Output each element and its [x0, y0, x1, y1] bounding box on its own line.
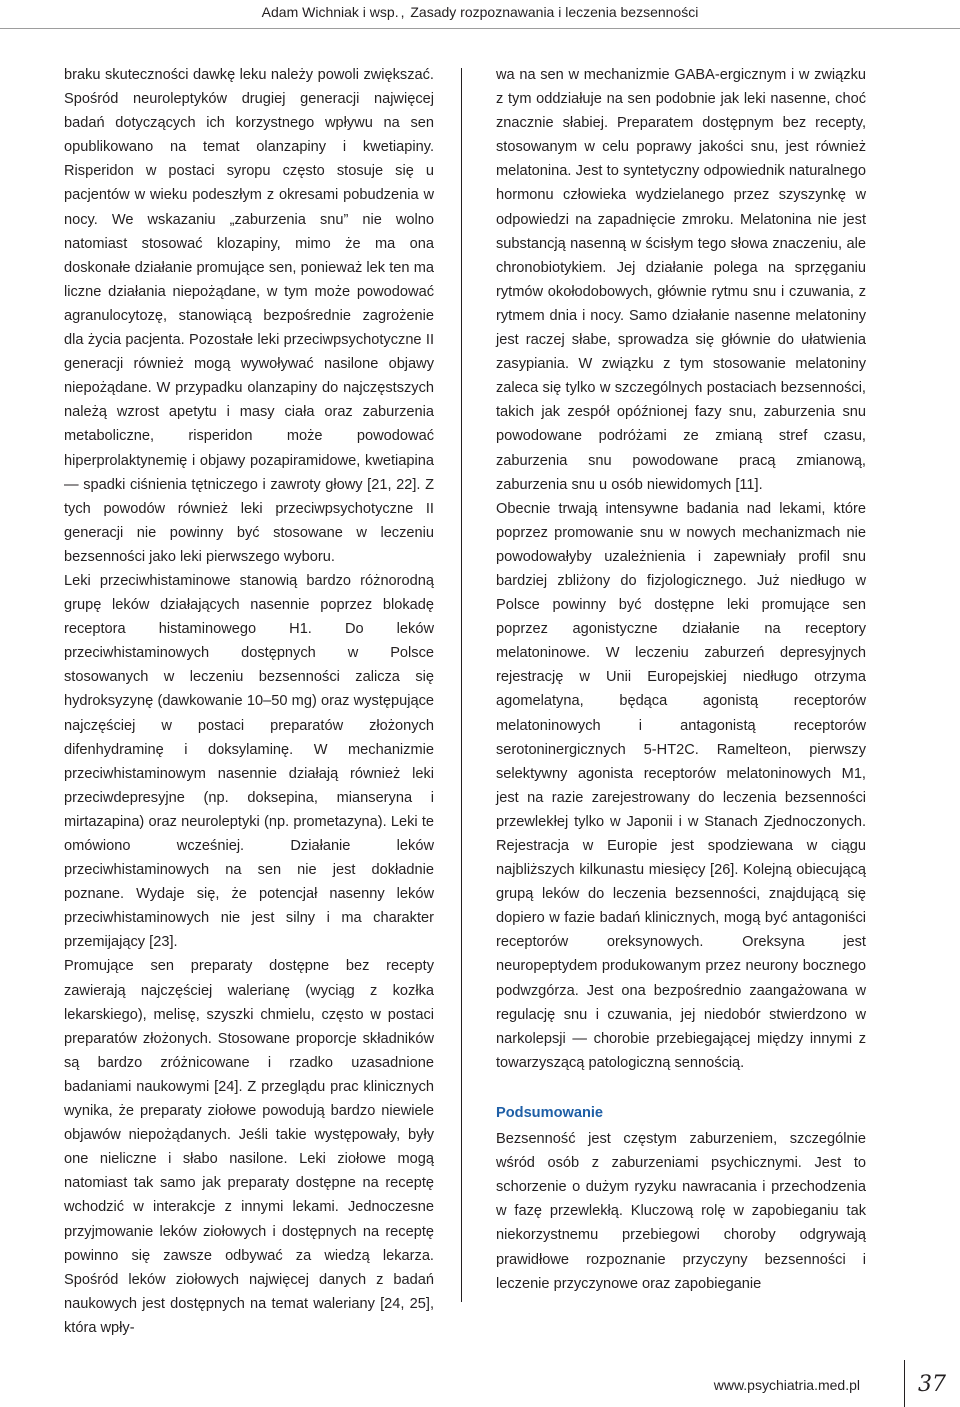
header-title: Zasady rozpoznawania i leczenia bezsenności — [410, 4, 699, 20]
paragraph: Promujące sen preparaty dostępne bez recepty zawierają najczęściej walerianę (wyciąg z kozłka lekarskiego), melisę, szyszki chmielu, często w postaci preparatów złożonych. Stosowane proporcje składników są bardzo zróżnicowane i rzadko uzasadnione badaniami naukowymi [24]. Z przeglądu prac klinicznych wynika, że preparaty ziołowe powodują bardzo niewiele objawów niepożądanych. Jeśli takie występowały, były one nieliczne i słabo nasilone. Leki ziołowe mogą natomiast tak samo jak preparaty dostępne na receptę wchodzić w interakcje z innymi lekami. Jednoczesne przyjmowanie leków ziołowych i dostępnych na receptę powinno się zawsze odbywać za wiedzą lekarza. Spośród leków ziołowych najwięcej danych z badań naukowych jest dostępnych na temat waleriany [24, 25], która wpły- — [64, 958, 434, 1336]
paragraph: braku skuteczności dawkę leku należy powoli zwiększać. Spośród neuroleptyków drugiej generacji najwięcej badań dotyczących ich korzystnego wpływu na sen opublikowano na temat olanzapiny i kwetiapiny. Risperidon w postaci syropu często stosuje się u pacjentów w wieku podeszłym z okresami pobudzenia w nocy. We wskazaniu „zaburzenia snu” nie wolno natomiast stosować klozapiny, mimo że ma ona doskonałe działanie promujące sen, ponieważ lek ten ma liczne działania niepożądane, w tym może powodować agranulocytozę, stanowiącą bezpośrednie zagrożenie dla życia pacjenta. Pozostałe leki przeciwpsychotyczne II generacji również mogą wywoływać nasilone objawy niepożądane. W przypadku olanzapiny do najczęstszych należą wzrost apetytu i masy ciała oraz zaburzenia metaboliczne, risperidon może powodować hiperprolaktynemię i objawy pozapiramidowe, kwetiapina — spadki ciśnienia tętniczego i zawroty głowy [21, 22]. Z tych powodów również leki przeciwpsychotyczne II generacji nie powinny być stosowane w leczeniu bezsenności jako leki pierwszego wyboru. — [64, 67, 434, 565]
right-column — [496, 63, 866, 1296]
header-authors: Adam Wichniak i wsp. — [261, 4, 399, 20]
footer-url[interactable]: www.psychiatria.med.pl — [713, 1377, 860, 1393]
header-rule — [0, 28, 960, 29]
paragraph: Bezsenność jest częstym zaburzeniem, szczególnie wśród osób z zaburzeniami psychicznymi. Jest to schorzenie o dużym ryzyku nawracania i przechodzenia w fazę przewlekłą. Kluczową rolę w zapobieganiu tak niekorzystnemu przebiegowi choroby odgrywają prawidłowe rozpoznanie przyczyny bezsenności i leczenie przyczynowe oraz zapobieganie — [496, 1131, 866, 1292]
left-column — [64, 63, 434, 1340]
column-divider — [461, 68, 462, 1302]
paragraph: Obecnie trwają intensywne badania nad lekami, które poprzez promowanie snu w nowych mechanizmach nie powodowałyby uzależnienia i zapewniały profil snu bardziej zbliżony do fizjologicznego. Już niedługo w Polsce powinny być dostępne leki promujące sen poprzez agonistyczne działanie na receptory melatoninowe. W leczeniu zaburzeń depresyjnych rejestrację w Unii Europejskiej niedługo otrzyma agomelatyna, będąca agonistą receptorów melatoninowych i antagonistą receptorów serotoninergicznych 5-HT2C. Ramelteon, pierwszy selektywny agonista receptorów melatoninowych M1, jest na razie zarejestrowany do leczenia bezsenności przewlekłej tylko w Japonii i w Stanach Zjednoczonych. Rejestracja w Europie jest spodziewana w ciągu najbliższych kilkunastu miesięcy [26]. Kolejną obiecującą grupą leków do leczenia bezsenności, znajdującą się dopiero w fazie badań klinicznych, mogą być antagoniści receptorów oreksynowych. Oreksyna jest neuropeptydem produkowanym przez neurony bocznego podwzgórza. Jest ona bezpośrednio zaangażowana w regulację snu i czuwania, jej niedobór stwierdzono w narkolepsji — chorobie przebiegającej między innymi z towarzyszącą patologiczną sennością. — [496, 500, 866, 1071]
paragraph: Leki przeciwhistaminowe stanowią bardzo różnorodną grupę leków działających nasennie poprzez blokadę receptora histaminowego H1. Do leków przeciwhistaminowych dostępnych w Polsce stosowanych w leczeniu bezsenności zalicza się hydroksyzynę (dawkowanie 10–50 mg) oraz występujące najczęściej w postaci preparatów złożonych difenhydraminę i doksylaminę. W mechanizmie przeciwhistaminowym nasennie działają również leki przeciwdepresyjne (np. doksepina, mianseryna i mirtazapina) oraz neuroleptyki (np. prometazyna). Leki te omówiono wcześniej. Działanie leków przeciwhistaminowych na sen nie jest dokładnie poznane. Wydaje się, że potencjał nasenny leków przeciwhistaminowych nie jest silny i ma charakter przemijający [23]. — [64, 572, 434, 951]
running-header — [0, 0, 960, 28]
section-heading-summary: Podsumowanie — [496, 1104, 604, 1121]
paragraph: wa na sen w mechanizmie GABA-ergicznym i w związku z tym oddziałuje na sen podobnie jak leki nasenne, choć znacznie słabiej. Preparatem dostępnym bez recepty, stosowanym w celu poprawy jakości snu, jest również melatonina. Jest to syntetyczny odpowiednik naturalnego hormonu człowieka wydzielanego przez szyszynkę w odpowiedzi na zapadnięcie zmroku. Melatonina nie jest substancją nasenną w ścisłym tego słowa znaczeniu, ale chronobiotykiem. Jej działanie polega na sprzęganiu rytmów okołodobowych, głównie rytmu snu i czuwania, z rytmem dnia i nocy. Samo działanie nasenne melatoniny jest raczej słabe, sprowadza się głównie do ułatwienia zasypiania. W związku z tym stosowanie melatoniny zaleca się tylko w szczególnych postaciach bezsenności, takich jak zespół opóźnionej fazy snu, zaburzenia snu powodowane podróżami ze zmianą stref czasu, zaburzenia snu powodowane pracą zmianową, zaburzenia snu u osób niewidomych [11]. — [496, 67, 866, 493]
page-number: 37 — [918, 1372, 946, 1397]
header-separator: , — [400, 4, 405, 20]
